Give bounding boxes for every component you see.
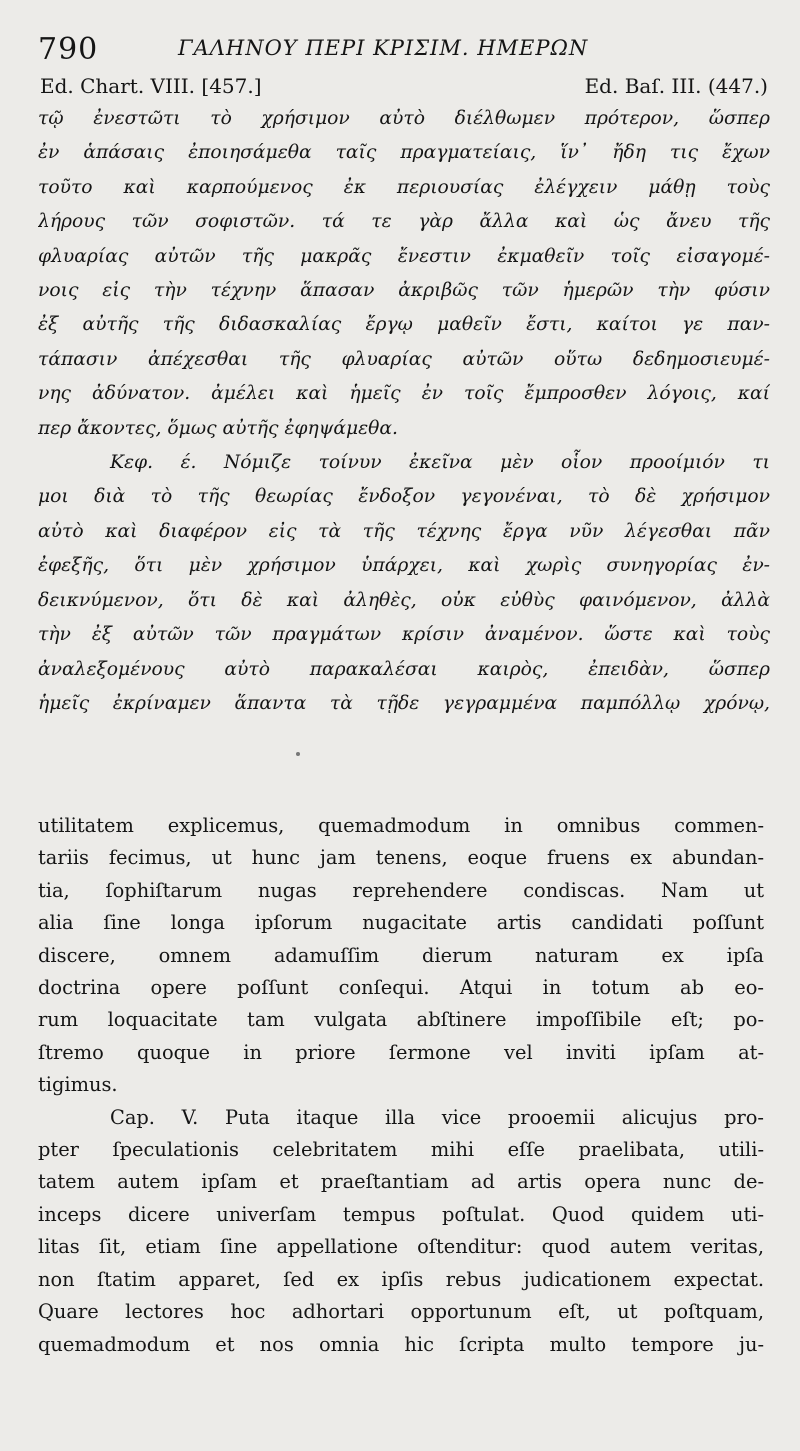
latin-line: alia ſine longa ipſorum nugacitate artis candidati poſſunt: [38, 911, 764, 935]
latin-line: tia, ſophiſtarum nugas reprehendere condiscas. Nam ut: [38, 878, 764, 902]
latin-line: tariis fecimus, ut hunc jam tenens, eoque fruens ex abundan-: [38, 846, 764, 870]
latin-line: utilitatem explicemus, quemadmodum in omnibus commen-: [38, 814, 764, 837]
greek-line: ἐν ἁπάσαις ἐποιησάμεθα ταῖς πραγματείαις, ἵν᾿ ἤδη τις ἔχων: [38, 142, 770, 164]
latin-chapter-heading-line: Cap. V. Puta itaque illa vice prooemii alicujus pro-: [110, 1105, 764, 1129]
page-number: 790: [38, 32, 99, 67]
greek-chapter-heading-line: Κεφ. έ. Νόμιζε τοίνυν ἐκεῖνα μὲν οἷον προοίμιόν τι: [110, 452, 770, 474]
greek-line: τάπασιν ἀπέχεσθαι τῆς φλυαρίας αὐτῶν οὕτω δεδημοσιευμέ-: [38, 348, 770, 370]
latin-line: doctrina opere poſſunt conſequi. Atqui in totum ab eo-: [38, 976, 764, 1000]
latin-line: tatem autem ipſam et praeſtantiam ad artis opera nunc de-: [38, 1170, 764, 1194]
edition-reference-line: [40, 72, 768, 102]
greek-line: φλυαρίας αὐτῶν τῆς μακρᾶς ἔνεστιν ἐκμαθεῖν τοῖς εἰσαγομέ-: [38, 245, 770, 267]
latin-line: inceps dicere univerſam tempus poſtulat. Quod quidem uti-: [38, 1202, 764, 1226]
greek-line: περ ἄκοντες, ὅμως αὐτῆς ἐφηψάμεθα.: [38, 417, 398, 439]
greek-line: μοι διὰ τὸ τῆς θεωρίας ἔνδοξον γεγονέναι, τὸ δὲ χρήσιμον: [38, 486, 770, 508]
print-dot: [296, 752, 300, 756]
latin-text-block: [38, 810, 764, 1361]
latin-line: Quare lectores hoc adhortari opportunum eſt, ut poſtquam,: [38, 1300, 764, 1324]
edition-reference-basel: Ed. Baſ. III. (447.): [584, 74, 768, 98]
running-title: ΓΑΛΗΝΟΥ ΠΕΡΙ ΚΡΙΣΙΜ. ΗΜΕΡΩΝ: [178, 36, 589, 60]
greek-line: τῷ ἐνεστῶτι τὸ χρήσιμον αὐτὸ διέλθωμεν πρότερον, ὥσπερ: [38, 108, 770, 129]
edition-reference-chartier: Ed. Chart. VIII. [457.]: [40, 74, 262, 98]
greek-line: τὴν ἐξ αὐτῶν τῶν πραγμάτων κρίσιν ἀναμένον. ὥστε καὶ τοὺς: [38, 624, 770, 646]
latin-line: pter ſpeculationis celebritatem mihi eſſe praelibata, utili-: [38, 1138, 764, 1162]
latin-line: tigimus.: [38, 1073, 118, 1097]
greek-line: δεικνύμενον, ὅτι δὲ καὶ ἀληθὲς, οὐκ εὐθὺς φαινόμενον, ἀλλὰ: [38, 589, 770, 611]
greek-line: ἡμεῖς ἐκρίναμεν ἅπαντα τὰ τῇδε γεγραμμένα παμπόλλῳ χρόνῳ,: [38, 692, 770, 714]
greek-line: αὐτὸ καὶ διαφέρον εἰς τὰ τῆς τέχνης ἔργα νῦν λέγεσθαι πᾶν: [38, 520, 770, 542]
page-header: [38, 28, 768, 68]
latin-line: litas ſit, etiam ſine appellatione oſtenditur: quod autem veritas,: [38, 1235, 764, 1259]
latin-line: non ſtatim apparet, ſed ex ipſis rebus judicationem expectat.: [38, 1267, 764, 1291]
latin-line: rum loquacitate tam vulgata abſtinere impoſſibile eſt; po-: [38, 1008, 764, 1032]
greek-line: ἐξ αὐτῆς τῆς διδασκαλίας ἔργῳ μαθεῖν ἔστι, καίτοι γε παν-: [38, 314, 770, 336]
greek-line: νοις εἰς τὴν τέχνην ἅπασαν ἀκριβῶς τῶν ἡμερῶν τὴν φύσιν: [38, 280, 770, 302]
greek-line: ἀναλεξομένους αὐτὸ παρακαλέσαι καιρὸς, ἐπειδὰν, ὥσπερ: [38, 658, 770, 680]
latin-line: ſtremo quoque in priore ſermone vel inviti ipſam at-: [38, 1040, 764, 1064]
greek-text-block: [38, 102, 770, 721]
latin-line: quemadmodum et nos omnia hic ſcripta multo tempore ju-: [38, 1332, 764, 1356]
latin-line: discere, omnem adamuſſim dierum naturam ex ipſa: [38, 943, 764, 967]
greek-line: νης ἀδύνατον. ἀμέλει καὶ ἡμεῖς ἐν τοῖς ἔμπροσθεν λόγοις, καί: [38, 383, 770, 405]
greek-line: ἐφεξῆς, ὅτι μὲν χρήσιμον ὑπάρχει, καὶ χωρὶς συνηγορίας ἐν-: [38, 555, 770, 577]
greek-line: τοῦτο καὶ καρπούμενος ἐκ περιουσίας ἐλέγχειν μάθῃ τοὺς: [38, 176, 770, 198]
greek-line: λήρους τῶν σοφιστῶν. τά τε γὰρ ἄλλα καὶ ὡς ἄνευ τῆς: [38, 211, 770, 233]
